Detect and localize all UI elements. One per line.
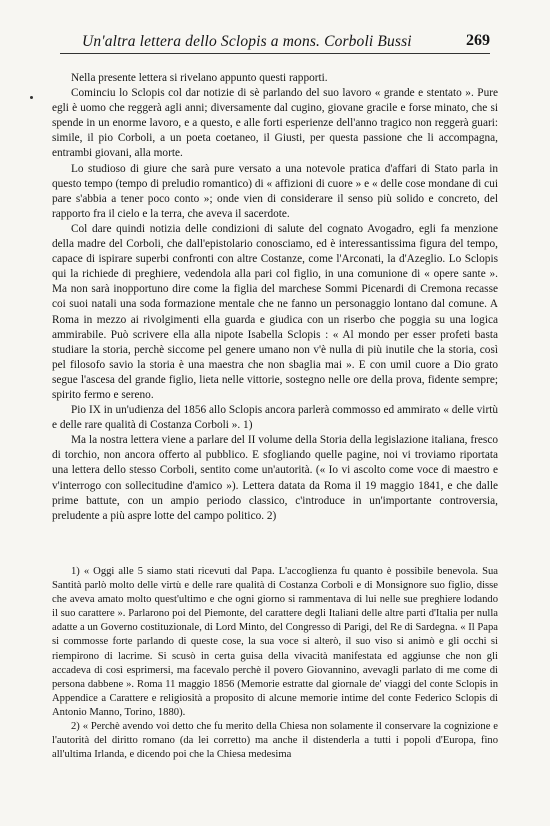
page-number: 269 <box>466 32 490 49</box>
footnotes <box>52 565 498 762</box>
body-paragraph: Cominciu lo Sclopis col dar notizie di sè parlando del suo lavoro « grande e stentato ». Pure egli è uomo che reggerà agli anni; diversamente dal cugino, giovane gracile e forse minato, che si spende in un enorme lavoro, e a questo, e alle forti esperienze dell'anno tragico non reggerà guari: simile, il pio Corboli, a un poeta coetaneo, il Giusti, per questa passione che li accompagna, entrambi giovani, alla morte. <box>52 87 498 160</box>
body-paragraph: Pio IX in un'udienza del 1856 allo Sclopis ancora parlerà commosso ed ammirato « delle virtù e delle rare qualità di Costanza Corboli ». 1) <box>52 404 498 432</box>
body-paragraph: Nella presente lettera si rivelano appunto questi rapporti. <box>71 72 328 84</box>
running-header <box>60 31 490 54</box>
footnote-1: 1) « Oggi alle 5 siamo stati ricevuti dal Papa. L'accoglienza fu quanto è possibile benevola. Sua Santità parlò molto delle virtù e delle rare qualità di Costanza Corboli e di Monsignore suo figlio, disse che aveva amato molto quest'ultimo e che ogni giorno si rammentava di lui nelle sue preghiere lodando il suo carattere ». Parlarono poi del Piemonte, del carattere degli Italiani delle altre parti d'Italia per nulla adatte a un Governo costituzionale, di Lord Minto, del Congresso di Parigi, del Re di Sardegna. « Il Papa si commosse forte parlando di queste cose, la sua voce si alterò, il suo viso si animò e gli occhi si riempirono di lacrime. Si scusò in certa guisa della vivacità manifestata ed aggiunse che non gli accadeva di così esprimersi, ma facevalo perchè il povero Giovannino, avevagli parlato di me come di persona dabbene ». Roma 11 maggio 1856 (Memorie estratte dal giornale de' viaggi del conte Sclopis in Appendice a Carattere e religiosità a proposito di alcune memorie intime del conte Federico Sclopis di Antonio Manno, Torino, 1880). <box>52 566 498 718</box>
main-text <box>52 71 498 524</box>
body-paragraph: Lo studioso di giure che sarà pure versato a una notevole pratica d'affari di Stato parla in questo tempo (tempo di preludio romantico) di « affizioni di cuore » e « delle cose mondane di cui pare s'abbia a tener poco conto »; onde vien di considerare il senso più solido e concreto, del rapporto fra il cielo e la terra, che aveva il sacerdote. <box>52 162 498 220</box>
body-paragraph: Col dare quindi notizia delle condizioni di salute del cognato Avogadro, egli fa menzione della madre del Corboli, che dall'epistolario conosciamo, ed è interessantissima figura del tempo, capace di ispirare superbi confronti con altre Costanze, come l'Arconati, la d'Azeglio. Lo Sclopis qui la richiede di preghiere, vedendola alla pari col figlio, in una comunione di « opere sante ». Ma non sarà inopportuno dire come la figlia del marchese Sommi Picenardi di Cremona recasse coi suoi natali una soda formazione mentale che ne fanno un personaggio lontano dal comune. A Roma in mezzo ai rivolgimenti ella guarda e giudica con un riserbo che poggia su una logica ammirabile. Può scrivere ella alla nipote Isabella Sclopis : « Al mondo per esser profeti basta studiare la storia, perchè siccome pel genere umano non v'è nulla di più inutile che la storia, così pel filosofo savio la storia è una maestra che non sbaglia mai ». E con umil cuore a Dio grato segue l'ascesa del grande figlio, lieta nelle vittorie, sostegno nelle ore della prova, fidente sempre; spirito fermo e sereno. <box>52 222 498 401</box>
running-title: Un'altra lettera dello Sclopis a mons. Corboli Bussi <box>82 33 412 50</box>
margin-mark <box>30 96 33 99</box>
footnote-2: 2) « Perchè avendo voi detto che fu merito della Chiesa non solamente il conservare la cognizione e l'autorità del diritto romano (da lei corretto) ma anche il distenderla a tutti i popoli d'Europa, fino all'ultima Irlanda, e dicendo poi che la Chiesa medesima <box>52 721 498 761</box>
body-paragraph: Ma la nostra lettera viene a parlare del II volume della Storia della legislazione italiana, fresco di torchio, non ancora offerto al pubblico. E sfogliando quelle pagine, noi vi troviamo riportata una lettera dello stesso Corboli, sentito come un'autorità. (« Io vi ascolto come voce di maestro e v'interrogo con sollecitudine d'amico »). Lettera datata da Roma il 19 maggio 1841, e che dalle prime battute, con un ampio periodo classico, c'introduce in un'importante controversia, preludente a più aspre lotte del campo politico. 2) <box>52 434 498 522</box>
